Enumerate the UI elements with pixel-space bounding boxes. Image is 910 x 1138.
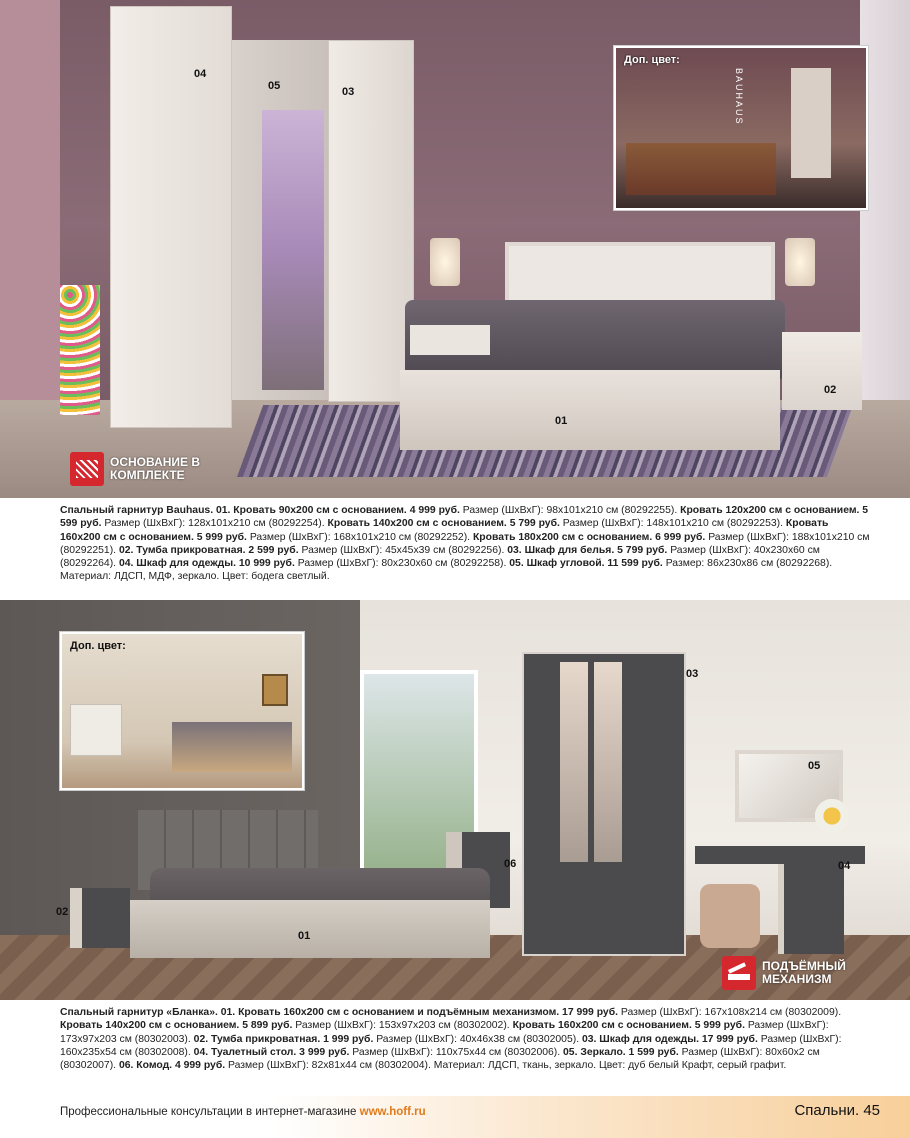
lift-mechanism-badge [722, 956, 872, 990]
product-details: Размер (ШхВхГ): 80х230х60 см (80292258). [294, 558, 510, 570]
product-title-price: 02. Тумба прикроватная. 2 599 руб. [118, 544, 299, 556]
footer-consultation [60, 1106, 426, 1118]
label-01: 01 [555, 415, 568, 427]
wardrobe-mirror-left [560, 662, 588, 862]
flowers-right [812, 796, 852, 836]
inset-label: Доп. цвет: [624, 54, 680, 66]
wardrobe-03 [328, 40, 414, 402]
bauhaus-bedroom-photo [0, 0, 910, 498]
inset-wardrobe [791, 68, 831, 178]
base-included-icon [70, 452, 104, 486]
product-title-price: Спальный гарнитур Bauhaus. 01. Кровать 90х200 см с основанием. 4 999 руб. [60, 505, 460, 516]
product-details: Размер (ШхВхГ): 168х101х210 см (80292252). [246, 531, 473, 543]
product-title-price: Кровать 120х200 см с основанием. 5 599 руб. [60, 505, 869, 530]
product-details: Размер (ШхВхГ): 82х81х44 см (80302004). Материал: ЛДСП, ткань, зеркало. Цвет: дуб белый Крафт, серый графит. [225, 1060, 787, 1072]
base-included-badge [70, 452, 220, 486]
nightstand-02 [70, 888, 130, 948]
label-03: 03 [342, 86, 355, 98]
lift-mechanism-icon [722, 956, 756, 990]
wardrobe-04 [110, 6, 232, 428]
product-title-price: Кровать 140х200 см с основанием. 5 799 руб. [327, 518, 560, 530]
blanka-description [60, 1006, 870, 1072]
label-04: 04 [194, 68, 207, 80]
product-title-price: 05. Шкаф угловой. 11 599 руб. [509, 558, 663, 570]
inset-chest [70, 704, 122, 756]
product-details: Размер (ШхВхГ): 173х97х203 см (80302003). [60, 1020, 829, 1045]
footer-text: Профессиональные консультации в интернет-магазине [60, 1106, 360, 1118]
product-details: Размер (ШхВхГ): 40х46х38 см (80302005). [373, 1033, 582, 1045]
product-details: Размер (ШхВхГ): 153х97х203 см (80302002). [292, 1020, 513, 1032]
product-details: Размер (ШхВхГ): 160х235х54 см (80302008). [60, 1033, 842, 1058]
product-title-price: 03. Шкаф для белья. 5 799 руб. [507, 544, 668, 556]
product-details: Размер (ШхВхГ): 128х101х210 см (80292254). [101, 518, 328, 530]
product-details: Размер: 86х230х86 см (80292268). Материал: ЛДСП, МДФ, зеркало. Цвет: бодега светлый. [60, 558, 833, 583]
lamp-left [430, 238, 460, 286]
product-title-price: Кровать 160х200 см с основанием. 5 999 руб. [60, 518, 829, 543]
product-title-price: Спальный гарнитур «Бланка». 01. Кровать 160х200 см с основанием и подъёмным механизмом. 17 999 руб. [60, 1007, 618, 1018]
product-details: Размер (ШхВхГ): 45х45х39 см (80292256). [298, 544, 508, 556]
page-number: Спальни. 45 [794, 1102, 880, 1119]
product-details: Размер (ШхВхГ): 80х60х2 см (80302007). [60, 1046, 820, 1072]
product-title-price: Кровать 140х200 см с основанием. 5 899 руб. [60, 1020, 293, 1032]
product-details: Размер (ШхВхГ): 98х101х210 см (80292255). [459, 505, 681, 516]
product-details: Размер (ШхВхГ): 40х230х60 см (80292264). [60, 544, 820, 570]
footer-url-link[interactable]: www.hoff.ru [359, 1106, 426, 1118]
product-details: Размер (ШхВхГ): 167х108х214 см (80302009). [618, 1007, 842, 1018]
label-02: 02 [56, 906, 69, 918]
lamp-right [785, 238, 815, 286]
wardrobe-mirror-right [594, 662, 622, 862]
bed-footboard [400, 370, 780, 450]
inset-picture [262, 674, 288, 706]
alt-color-inset [60, 632, 304, 790]
mirror [262, 110, 324, 390]
nightstand-02 [782, 332, 862, 410]
product-title-price: Кровать 160х200 см с основанием. 5 999 руб. [512, 1020, 745, 1032]
label-01: 01 [298, 930, 311, 942]
product-details: Размер (ШхВхГ): 148х101х210 см (80292253). [559, 518, 786, 530]
bed-frame-01 [130, 900, 490, 958]
base-included-text: ОСНОВАНИЕ В КОМПЛЕКТЕ [110, 455, 201, 482]
pouf [700, 884, 760, 948]
product-title-price: 03. Шкаф для одежды. 17 999 руб. [581, 1033, 758, 1045]
product-details: Размер (ШхВхГ): 188х101х210 см (80292251). [60, 531, 870, 556]
product-title-price: Кровать 180х200 см с основанием. 6 999 руб. [472, 531, 706, 543]
label-06: 06 [504, 858, 517, 870]
product-title-price: 04. Шкаф для одежды. 10 999 руб. [118, 558, 295, 570]
product-title-price: 04. Туалетный стол. 3 999 руб. [193, 1046, 350, 1058]
product-details: Размер (ШхВхГ): 110х75х44 см (80302006). [349, 1046, 564, 1058]
inset-bed [172, 722, 292, 772]
alt-color-inset [614, 46, 868, 210]
dressing-table-drawers [778, 864, 844, 954]
inset-brand: BAUHAUS [734, 68, 744, 126]
label-05: 05 [268, 80, 281, 92]
inset-bed [626, 143, 776, 195]
inset-label: Доп. цвет: [70, 640, 126, 652]
lift-mechanism-text: ПОДЪЁМНЫЙ МЕХАНИЗМ [762, 959, 846, 986]
blanka-bedroom-photo [0, 600, 910, 1000]
product-title-price: 05. Зеркало. 1 599 руб. [563, 1046, 679, 1058]
product-title-price: 06. Комод. 4 999 руб. [118, 1060, 226, 1072]
nightstand-left [410, 325, 490, 355]
label-05: 05 [808, 760, 821, 772]
label-03: 03 [686, 668, 699, 680]
colorful-wall-art [60, 285, 100, 415]
bauhaus-description [60, 504, 870, 584]
product-title-price: 02. Тумба прикроватная. 1 999 руб. [193, 1033, 374, 1045]
label-02: 02 [824, 384, 837, 396]
label-04: 04 [838, 860, 851, 872]
